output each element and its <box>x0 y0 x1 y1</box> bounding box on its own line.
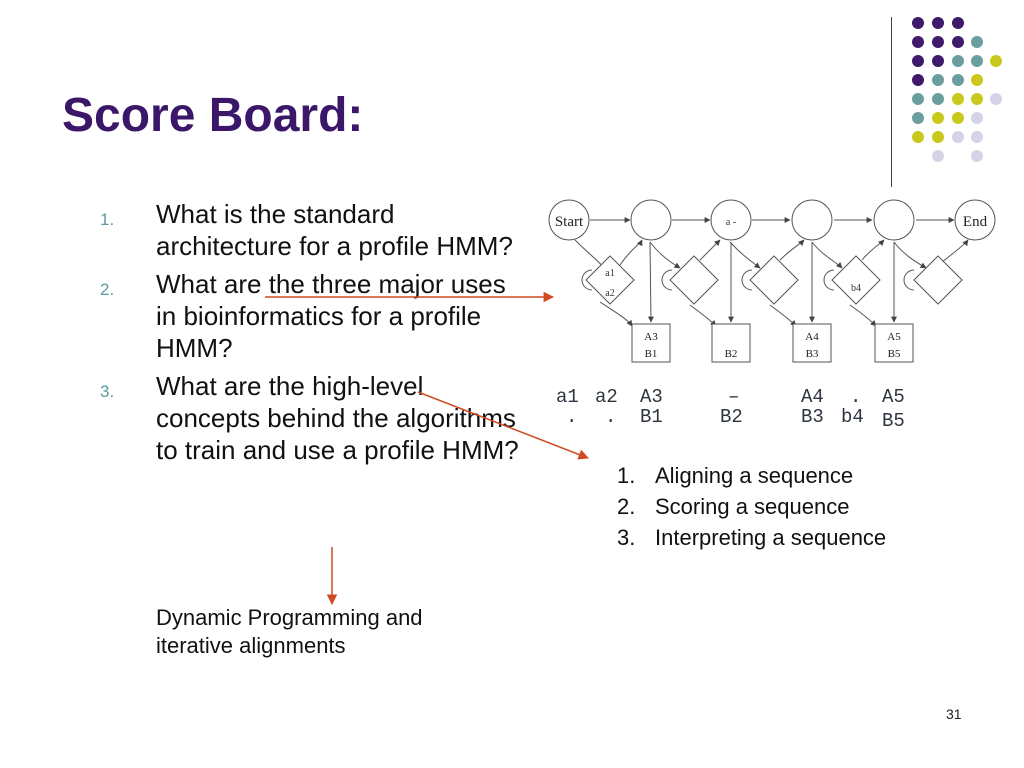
use-text: Interpreting a sequence <box>655 525 887 550</box>
alignment-cell: A4 <box>801 386 824 408</box>
hmm-insert-label: a1 <box>605 268 615 279</box>
alignment-cell: A3 <box>640 386 663 408</box>
hmm-emission-label: B3 <box>805 348 819 360</box>
alignment-cell: B1 <box>640 406 663 428</box>
alignment-cell: b4 <box>841 406 864 428</box>
hmm-emission-label: A5 <box>887 331 901 343</box>
hmm-emission-label: B2 <box>724 348 738 360</box>
alignment-cell: a1 <box>556 386 579 408</box>
hmm-insert-label: a2 <box>605 288 615 299</box>
hmm-emission-label: A3 <box>644 331 658 343</box>
answer-line: Dynamic Programming and <box>156 605 423 630</box>
use-text: Aligning a sequence <box>655 463 854 488</box>
alignment-cell: B3 <box>801 406 824 428</box>
list-number: 1. <box>100 210 115 229</box>
slide-title: Score Board: <box>62 89 364 142</box>
hmm-start-label: Start <box>554 214 584 230</box>
hmm-insert-label: b4 <box>851 283 861 294</box>
slide-number: 31 <box>946 706 962 722</box>
hmm-emission-label: B5 <box>887 348 901 360</box>
arrow-q2-to-uses <box>418 392 588 458</box>
alignment-cell: B2 <box>720 406 743 428</box>
list-number: 3. <box>617 525 636 550</box>
alignment-cell: a2 <box>595 386 618 408</box>
alignment-cell: A5 <box>882 386 905 408</box>
hmm-end-label: End <box>962 214 988 230</box>
hmm-emission-label: A4 <box>805 331 819 343</box>
list-number: 3. <box>100 382 115 401</box>
question-text: What are the three major uses in bioinformatics for a profile HMM? <box>156 269 506 363</box>
answer-line: iterative alignments <box>156 633 346 658</box>
list-number: 1. <box>617 463 636 488</box>
list-number: 2. <box>100 280 115 299</box>
use-text: Scoring a sequence <box>655 494 850 519</box>
question-text: What are the high-level concepts behind the algorithms to train and use a profile HMM? <box>156 371 519 465</box>
list-number: 2. <box>617 494 636 519</box>
question-text: What is the standard architecture for a profile HMM? <box>156 199 513 261</box>
alignment-cell: – <box>728 386 740 408</box>
hmm-emission-label: B1 <box>644 348 658 360</box>
hmm-match-label: a - <box>725 217 737 228</box>
alignment-cell: B5 <box>882 410 905 432</box>
alignment-cell: . <box>605 406 617 428</box>
alignment-cell: . <box>850 386 862 408</box>
alignment-cell: . <box>566 406 578 428</box>
